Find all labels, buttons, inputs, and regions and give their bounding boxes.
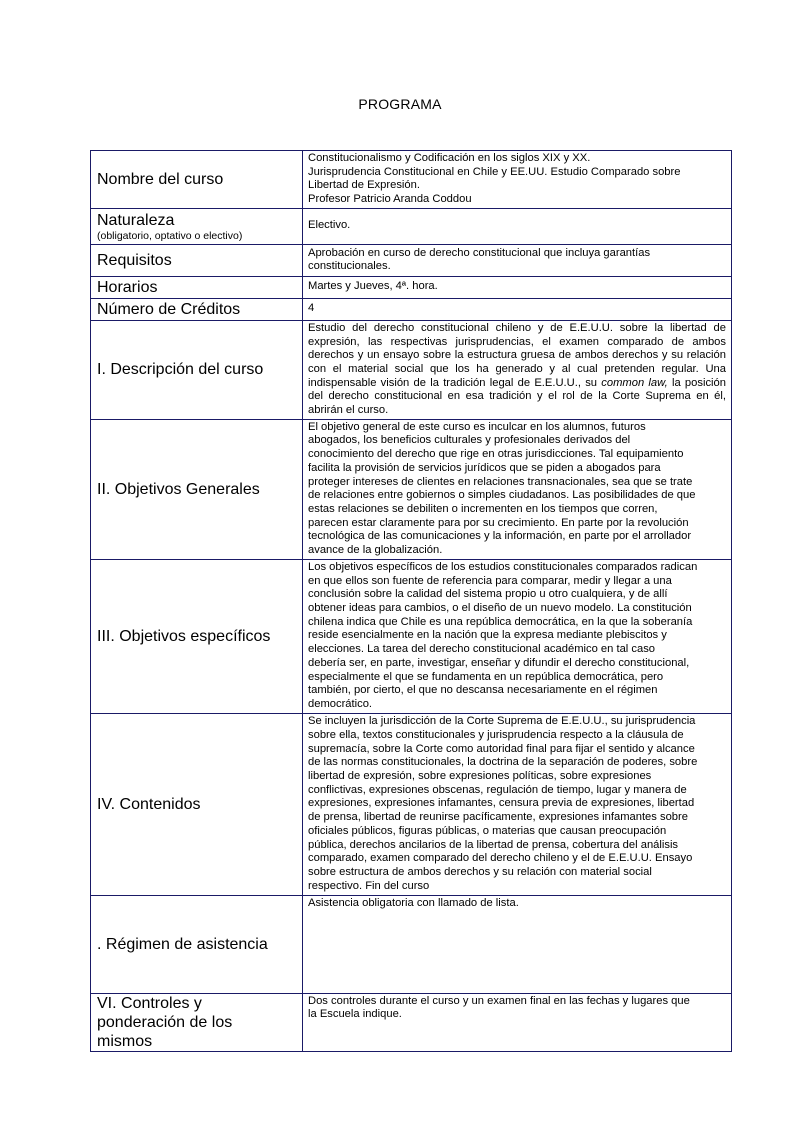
value-line: reside esencialmente en la nación que la expresa mediante plebiscitos y: [308, 629, 667, 642]
row-label: III. Objetivos específicos: [91, 559, 303, 713]
value-line: conocimiento del derecho que rige en otras jurisdicciones. Tal equipamiento: [308, 448, 684, 461]
row-value: Martes y Jueves, 4ª. hora.: [303, 276, 732, 298]
value-line: Constitucionalismo y Codificación en los siglos XIX y XX.: [308, 152, 591, 164]
row-value: [303, 244, 732, 276]
table-row: [91, 559, 732, 713]
value-line: obtener ideas para cambios, o el diseño de un nuevo modelo. La constitución: [308, 602, 692, 614]
row-label: [91, 993, 303, 1051]
table-row: [91, 276, 732, 298]
table-row: [91, 298, 732, 320]
value-line: oficiales públicos, figuras públicas, o materias que causan preocupación: [308, 824, 667, 837]
table-row: [91, 713, 732, 895]
program-table: [90, 150, 732, 1052]
value-line: supremacía, sobre la Corte como autoridad final para fijar el sentido y alcance: [308, 742, 695, 755]
row-value: Asistencia obligatoria con llamado de lista.: [303, 895, 732, 993]
table-row: [91, 993, 732, 1051]
table-row: [91, 895, 732, 993]
value-line: respectivo. Fin del curso: [308, 879, 430, 892]
value-line: elecciones. La tarea del derecho constitucional académico en tal caso: [308, 643, 656, 656]
value-line: parecen estar claramente para por su crecimiento. En parte por la revolución: [308, 516, 689, 529]
value-italic-text: common law,: [601, 376, 668, 389]
row-value: [303, 151, 732, 209]
value-line: abogados, los beneficios culturales y profesionales derivados del: [308, 434, 631, 447]
row-value: [303, 419, 732, 559]
table-row: [91, 320, 732, 419]
row-label: Requisitos: [91, 244, 303, 276]
row-label: Número de Créditos: [91, 298, 303, 320]
value-line: democrático.: [308, 697, 373, 710]
value-line: Se incluyen la jurisdicción de la Corte Suprema de E.E.U.U., su jurisprudencia: [308, 715, 696, 728]
value-line: de relaciones entre gobiernos o simples ciudadanos. Las posibilidades de que: [308, 489, 696, 502]
row-value: Electivo.: [303, 208, 732, 244]
value-line: sobre ella, textos constitucionales y jurisprudencia respecto a la cláusula de: [308, 728, 684, 741]
row-label: . Régimen de asistencia: [91, 895, 303, 993]
value-line: Aprobación en curso de derecho constitucional que incluya garantías: [308, 246, 651, 259]
row-value: [303, 559, 732, 713]
value-text: la posición del derecho constitucional en esa tradición y el rol de la Corte Suprema en él, abrirán el curso.: [308, 376, 726, 417]
row-value: [303, 993, 732, 1051]
row-sublabel: (obligatorio, optativo o electivo): [97, 229, 243, 242]
table-row: [91, 151, 732, 209]
row-label-text: Naturaleza: [97, 211, 175, 229]
row-label: Nombre del curso: [91, 151, 303, 209]
page-title: PROGRAMA: [358, 96, 442, 112]
value-line: Los objetivos específicos de los estudios constitucionales comparados radican: [308, 560, 698, 573]
row-label-line: ponderación de los: [97, 1013, 233, 1031]
row-value: 4: [303, 298, 732, 320]
value-line: conclusión sobre la calidad del sistema propio u otro cualquiera, y de allí: [308, 588, 668, 601]
value-line: expresiones, expresiones infamantes, censura previa de expresiones, libertad: [308, 797, 695, 810]
value-line: avance de la globalización.: [308, 544, 443, 557]
row-label: IV. Contenidos: [91, 713, 303, 895]
table-row: [91, 208, 732, 244]
row-label: I. Descripción del curso: [91, 320, 303, 419]
value-line: chilena indica que Chile es una república democrática, en la que la soberanía: [308, 615, 693, 628]
value-line: sobre estructura de ambos derechos y su relación con material social: [308, 865, 652, 878]
value-line: en que ellos son fuente de referencia para comparar, medir y llegar a una: [308, 574, 672, 587]
value-line: Dos controles durante el curso y un examen final en las fechas y lugares que: [308, 994, 690, 1007]
value-line: pública, derechos ancilarios de la libertad de prensa, cobertura del análisis: [308, 838, 679, 851]
value-line: debería ser, en parte, investigar, enseñar y difundir el derecho constitucional,: [308, 656, 690, 669]
value-line: tecnológica de las comunicaciones y la información, en parte por el arrollador: [308, 530, 692, 543]
value-line: Jurisprudencia Constitucional en Chile y EE.UU. Estudio Comparado sobre: [308, 165, 681, 178]
value-line: proteger intereses de clientes en relaciones transnacionales, sea que se trate: [308, 475, 693, 488]
value-line: de las normas constitucionales, la doctrina de la separación de poderes, sobre: [308, 756, 698, 769]
table-row: [91, 244, 732, 276]
row-value: [303, 713, 732, 895]
row-label: [91, 208, 303, 244]
row-label-line: VI. Controles y: [97, 994, 202, 1012]
table-row: [91, 419, 732, 559]
value-line: libertad de expresión, sobre expresiones políticas, sobre expresiones: [308, 770, 652, 782]
value-line: Libertad de Expresión.: [308, 179, 420, 192]
value-text: Estudio del derecho constitucional chileno y de E.E.U.U. sobre la libertad de expresión, las respectivas jurisprudencias, el examen comparado de ambos derechos y un ensayo sobre la estructura gruesa de ambos derechos y su relación con el material social que los ha generado y al cual pretenden regular. Una indispensable visión de la tradición legal de E.E.U.U., su: [308, 321, 726, 389]
value-line: estas relaciones se debiliten o incrementen en los tiempos que corren,: [308, 502, 658, 515]
value-line: conflictivas, expresiones obscenas, regulación de tiempo, lugar y manera de: [308, 783, 687, 796]
value-line: Profesor Patricio Aranda Coddou: [308, 193, 472, 206]
value-line: facilita la provisión de servicios jurídicos que se piden a abogados para: [308, 461, 661, 474]
row-value: [303, 320, 732, 419]
row-label: II. Objetivos Generales: [91, 419, 303, 559]
value-line: la Escuela indique.: [308, 1008, 402, 1021]
value-line: comparado, examen comparado del derecho chileno y el de E.E.U.U. Ensayo: [308, 852, 693, 865]
value-line: de prensa, libertad de reunirse pacíficamente, expresiones infamantes sobre: [308, 811, 688, 824]
value-line: El objetivo general de este curso es inculcar en los alumnos, futuros: [308, 420, 646, 433]
value-line: especialmente el que se fundamenta en un república democrática, pero: [308, 670, 664, 683]
value-line: constitucionales.: [308, 260, 391, 273]
row-label: Horarios: [91, 276, 303, 298]
value-line: también, por cierto, el que no descansa necesariamente en el régimen: [308, 684, 658, 697]
row-label-line: mismos: [97, 1032, 153, 1050]
